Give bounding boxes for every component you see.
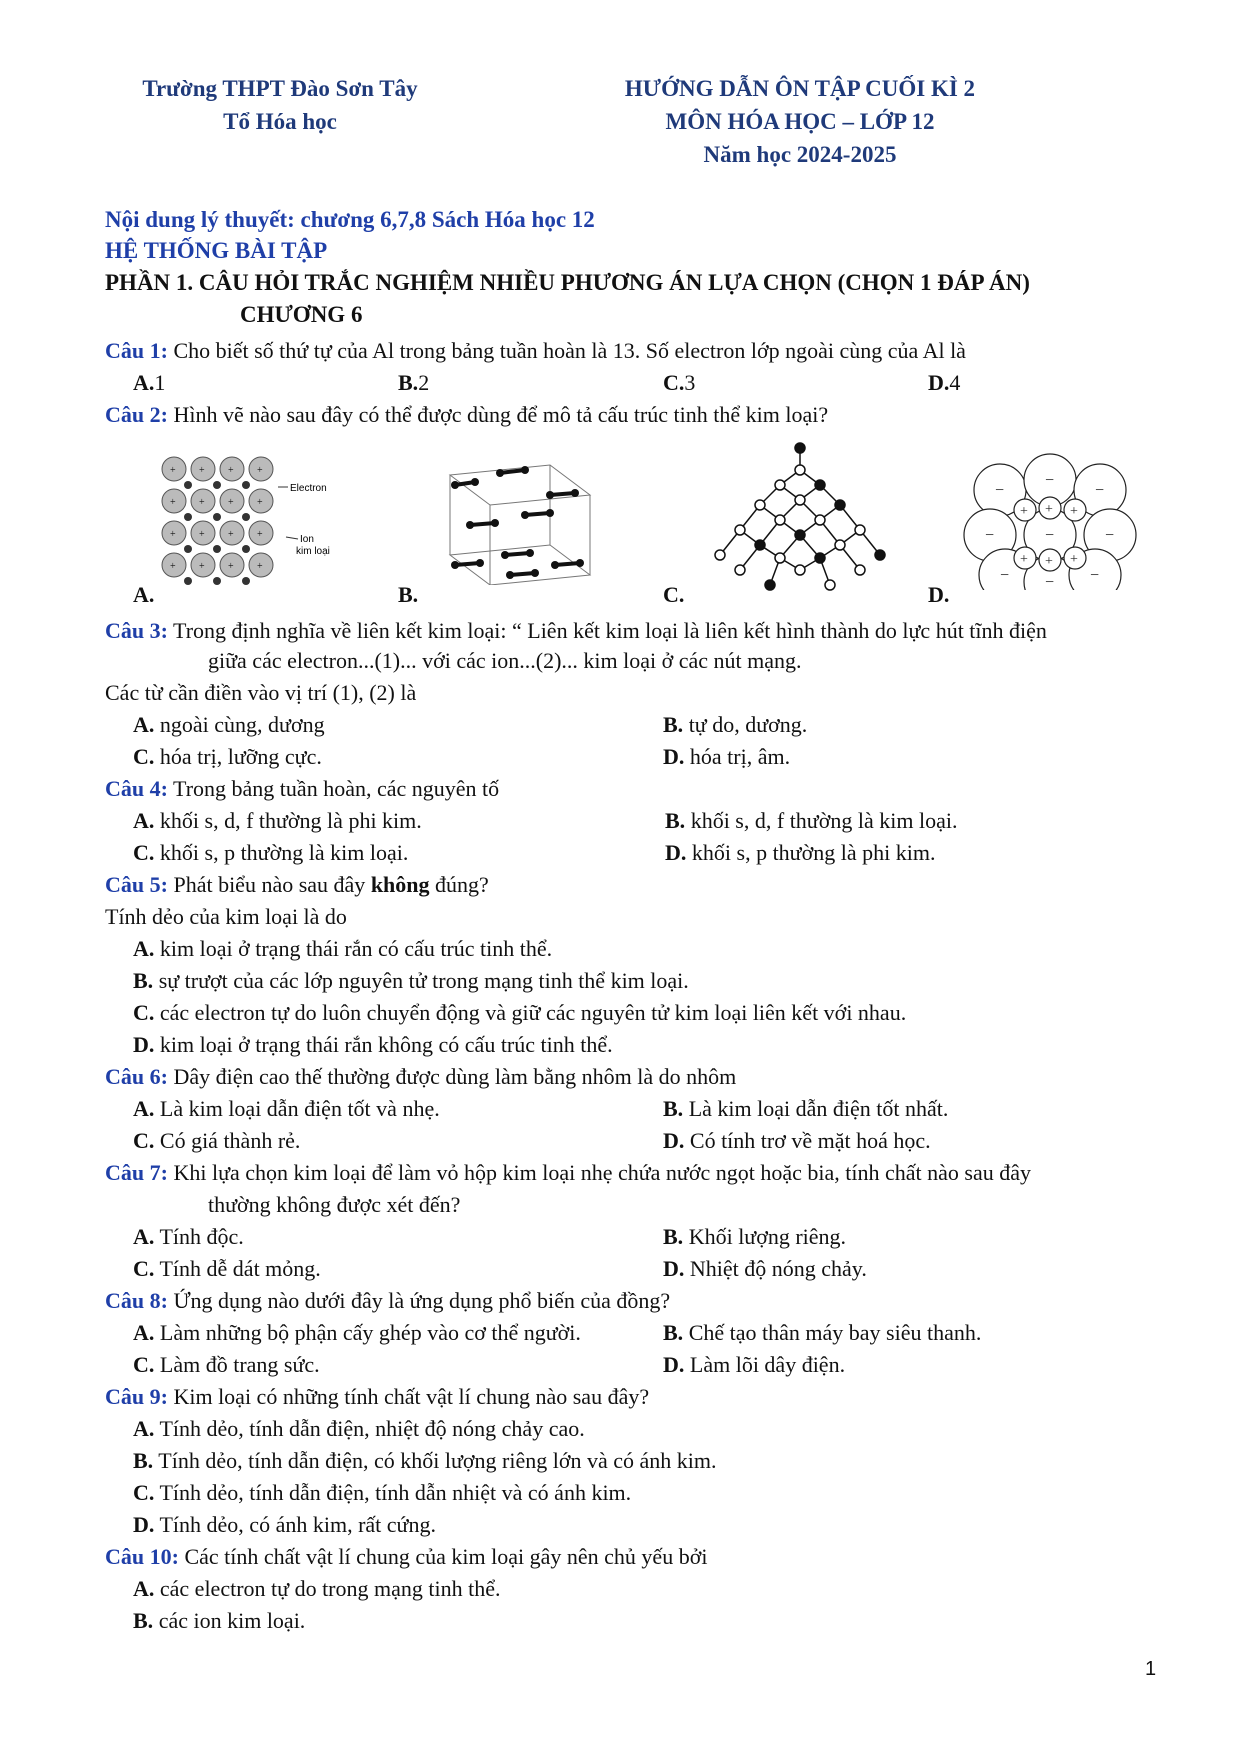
covalent-network-figure xyxy=(700,440,900,600)
option-a: A. ngoài cùng, dương xyxy=(133,712,325,737)
network-atom xyxy=(815,553,825,563)
option-d: D.4 xyxy=(928,370,961,395)
network-atom xyxy=(775,480,785,490)
option-b: B. Là kim loại dẫn điện tốt nhất. xyxy=(663,1096,949,1121)
option-c: C. hóa trị, lưỡng cực. xyxy=(133,744,322,769)
metal-lattice-figure xyxy=(160,455,360,595)
network-atom xyxy=(755,540,765,550)
svg-text:+: + xyxy=(1070,504,1078,519)
option-a: A. Làm những bộ phận cấy ghép vào cơ thể người. xyxy=(133,1320,581,1345)
option-b: B. tự do, dương. xyxy=(663,712,808,737)
question-8: Câu 8: Ứng dụng nào dưới đây là ứng dụng phổ biến của đồng? xyxy=(105,1288,671,1313)
department-name: Tổ Hóa học xyxy=(223,109,337,134)
svg-text:+: + xyxy=(228,465,234,476)
option-d: D. Có tính trơ về mặt hoá học. xyxy=(663,1128,931,1153)
figure-a-letter: A. xyxy=(133,582,155,607)
question-number: Câu 1: xyxy=(105,338,168,363)
exercises-heading: HỆ THỐNG BÀI TẬP xyxy=(105,238,328,263)
network-atom xyxy=(825,580,835,590)
option-d: D. Tính dẻo, có ánh kim, rất cứng. xyxy=(133,1512,436,1537)
figure-c-letter: C. xyxy=(663,582,685,607)
option-d: D. Nhiệt độ nóng chảy. xyxy=(663,1256,867,1281)
network-atom xyxy=(775,515,785,525)
option-d: D. Làm lõi dây điện. xyxy=(663,1352,846,1377)
svg-text:+: + xyxy=(199,561,205,572)
part1-heading: PHẦN 1. CÂU HỎI TRẮC NGHIỆM NHIỀU PHƯƠNG ÁN LỰA CHỌN (CHỌN 1 ĐÁP ÁN) xyxy=(105,270,1030,295)
network-atom xyxy=(795,565,805,575)
molecular-crystal-figure xyxy=(430,445,610,585)
metal-label: kim loại xyxy=(296,546,330,557)
option-a: A. Tính dẻo, tính dẫn điện, nhiệt độ nóng chảy cao. xyxy=(133,1416,585,1441)
figure-d-letter: D. xyxy=(928,582,950,607)
question-9: Câu 9: Kim loại có những tính chất vật lí chung nào sau đây? xyxy=(105,1384,650,1409)
network-atom xyxy=(795,530,805,540)
option-b: B. Tính dẻo, tính dẫn điện, có khối lượng riêng lớn và có ánh kim. xyxy=(133,1448,717,1473)
option-c: C. khối s, p thường là kim loại. xyxy=(133,840,409,865)
network-atom xyxy=(855,565,865,575)
option-b: B. Chế tạo thân máy bay siêu thanh. xyxy=(663,1320,982,1345)
electron-dot xyxy=(184,577,192,585)
school-year: Năm học 2024-2025 xyxy=(703,142,897,167)
option-d: D. kim loại ở trạng thái rắn không có cấu trúc tinh thể. xyxy=(133,1032,613,1057)
svg-text:+: + xyxy=(170,497,176,508)
question-3: Câu 3: Trong định nghĩa về liên kết kim loại: “ Liên kết kim loại là liên kết hình thành do lực hút tĩnh điện xyxy=(105,618,1047,643)
option-c: C. Làm đồ trang sức. xyxy=(133,1352,320,1377)
svg-text:−: − xyxy=(1090,567,1100,584)
option-a: A. các electron tự do trong mạng tinh thể. xyxy=(133,1576,501,1601)
svg-text:+: + xyxy=(257,497,263,508)
question-5-prompt: Tính dẻo của kim loại là do xyxy=(105,904,347,929)
svg-text:+: + xyxy=(228,561,234,572)
option-c: C. các electron tự do luôn chuyển động và giữ các nguyên tử kim loại liên kết với nhau. xyxy=(133,1000,907,1025)
network-atom xyxy=(755,500,765,510)
question-4: Câu 4: Trong bảng tuần hoàn, các nguyên tố xyxy=(105,776,500,801)
electron-label: Electron xyxy=(290,483,327,494)
electron-dot xyxy=(242,481,250,489)
option-c: C. Tính dẻo, tính dẫn điện, tính dẫn nhiệt và có ánh kim. xyxy=(133,1480,632,1505)
ion-label: Ion xyxy=(300,534,314,545)
electron-dot xyxy=(184,545,192,553)
svg-text:−: − xyxy=(1045,527,1055,544)
option-a: A. khối s, d, f thường là phi kim. xyxy=(133,808,422,833)
school-header xyxy=(110,72,450,138)
svg-text:−: − xyxy=(1095,482,1105,499)
electron-dot xyxy=(242,545,250,553)
option-b: B. khối s, d, f thường là kim loại. xyxy=(665,808,958,833)
svg-text:+: + xyxy=(1020,552,1028,567)
network-atom xyxy=(775,553,785,563)
page-number: 1 xyxy=(1145,1658,1157,1680)
figure-b-letter: B. xyxy=(398,582,419,607)
chapter-heading: CHƯƠNG 6 xyxy=(240,302,363,327)
svg-text:+: + xyxy=(257,561,263,572)
electron-dot xyxy=(242,513,250,521)
svg-text:+: + xyxy=(199,497,205,508)
svg-text:+: + xyxy=(228,497,234,508)
svg-text:+: + xyxy=(1045,554,1053,569)
question-2: Câu 2: Hình vẽ nào sau đây có thể được dùng để mô tả cấu trúc tinh thể kim loại? xyxy=(105,402,829,427)
option-a: A.1 xyxy=(133,370,166,395)
electron-dot xyxy=(213,545,221,553)
svg-text:+: + xyxy=(1020,504,1028,519)
network-atom xyxy=(835,540,845,550)
svg-text:+: + xyxy=(170,465,176,476)
question-7: Câu 7: Khi lựa chọn kim loại để làm vỏ hộp kim loại nhẹ chứa nước ngọt hoặc bia, tính chất nào sau đây xyxy=(105,1160,1031,1185)
option-c: C. Tính dễ dát mỏng. xyxy=(133,1256,321,1281)
network-atom xyxy=(795,495,805,505)
network-atom xyxy=(735,565,745,575)
option-c: C. Có giá thành rẻ. xyxy=(133,1128,301,1153)
question-text: Cho biết số thứ tự của Al trong bảng tuần hoàn là 13. Số electron lớp ngoài cùng của Al là xyxy=(167,338,966,363)
ionic-crystal-figure xyxy=(960,450,1140,590)
question-3-cont: giữa các electron...(1)... với các ion...(2)... kim loại ở các nút mạng. xyxy=(208,648,802,673)
electron-dot xyxy=(184,481,192,489)
network-atom xyxy=(815,480,825,490)
svg-text:−: − xyxy=(1000,567,1010,584)
network-atom xyxy=(815,515,825,525)
theory-heading: Nội dung lý thuyết: chương 6,7,8 Sách Hóa học 12 xyxy=(105,207,595,232)
svg-text:−: − xyxy=(985,527,995,544)
option-a: A. Là kim loại dẫn điện tốt và nhẹ. xyxy=(133,1096,440,1121)
option-b: B. Khối lượng riêng. xyxy=(663,1224,847,1249)
svg-text:+: + xyxy=(199,465,205,476)
electron-dot xyxy=(213,513,221,521)
question-3-prompt: Các từ cần điền vào vị trí (1), (2) là xyxy=(105,680,417,705)
svg-text:+: + xyxy=(170,561,176,572)
network-atom xyxy=(795,443,805,453)
option-a: A. kim loại ở trạng thái rắn có cấu trúc tinh thể. xyxy=(133,936,553,961)
svg-text:+: + xyxy=(199,529,205,540)
svg-text:−: − xyxy=(995,482,1005,499)
network-atom xyxy=(735,525,745,535)
option-b: B. sự trượt của các lớp nguyên tử trong mạng tinh thể kim loại. xyxy=(133,968,689,993)
electron-dot xyxy=(242,577,250,585)
network-atom xyxy=(765,580,775,590)
svg-text:−: − xyxy=(1105,527,1115,544)
school-name: Trường THPT Đào Sơn Tây xyxy=(142,76,418,101)
question-6: Câu 6: Dây điện cao thế thường được dùng làm bằng nhôm là do nhôm xyxy=(105,1064,737,1089)
document-title: HƯỚNG DẪN ÔN TẬP CUỐI KÌ 2 xyxy=(624,76,976,101)
network-atom xyxy=(875,550,885,560)
svg-text:−: − xyxy=(1045,574,1055,590)
subject-title: MÔN HÓA HỌC – LỚP 12 xyxy=(665,109,935,134)
question-10: Câu 10: Các tính chất vật lí chung của kim loại gây nên chủ yếu bởi xyxy=(105,1544,708,1569)
svg-text:+: + xyxy=(228,529,234,540)
svg-text:+: + xyxy=(1070,552,1078,567)
svg-text:+: + xyxy=(257,529,263,540)
network-atom xyxy=(855,525,865,535)
svg-text:−: − xyxy=(1045,472,1055,489)
option-d: D. hóa trị, âm. xyxy=(663,744,791,769)
option-d: D. khối s, p thường là phi kim. xyxy=(665,840,936,865)
svg-text:+: + xyxy=(257,465,263,476)
svg-text:+: + xyxy=(170,529,176,540)
question-5: Câu 5: Phát biểu nào sau đây không đúng? xyxy=(105,872,489,897)
document-title-block xyxy=(560,72,1040,171)
option-b: B. các ion kim loại. xyxy=(133,1608,306,1633)
network-atom xyxy=(715,550,725,560)
svg-text:+: + xyxy=(1045,502,1053,517)
option-b: B.2 xyxy=(398,370,430,395)
option-a: A. Tính độc. xyxy=(133,1224,244,1249)
option-c: C.3 xyxy=(663,370,696,395)
network-atom xyxy=(835,500,845,510)
network-atom xyxy=(795,465,805,475)
electron-dot xyxy=(213,481,221,489)
question-7-cont: thường không được xét đến? xyxy=(208,1192,461,1217)
electron-dot xyxy=(213,577,221,585)
electron-dot xyxy=(184,513,192,521)
question-1 xyxy=(105,336,966,366)
